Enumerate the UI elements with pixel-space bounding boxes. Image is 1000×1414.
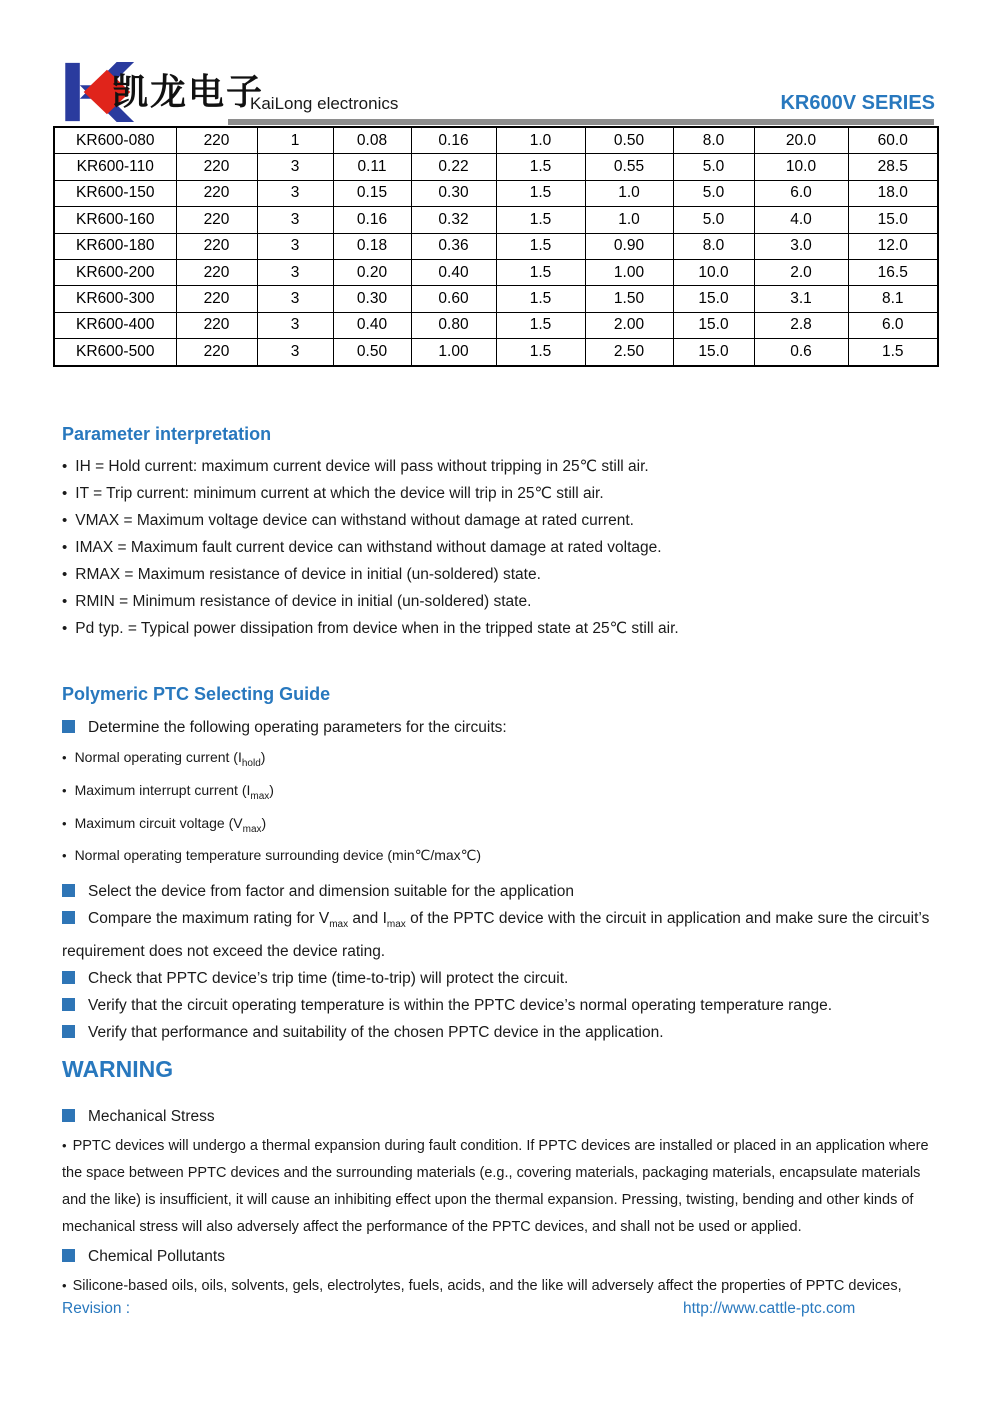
guide-select-text: Select the device from factor and dimension suitable for the application xyxy=(88,883,574,901)
guide-compare-text-2: and I xyxy=(348,910,387,928)
cell-value-7: 5.0 xyxy=(673,180,754,206)
cell-rmax: 12.0 xyxy=(848,233,938,259)
cell-value-6: 0.90 xyxy=(585,233,673,259)
cell-pd: 1.5 xyxy=(496,339,585,366)
guide-determine-text: Determine the following operating parameters for the circuits: xyxy=(88,719,507,736)
operating-param-item xyxy=(62,777,954,810)
warning-title: WARNING xyxy=(62,1056,174,1082)
cell-pd: 1.5 xyxy=(496,259,585,285)
cell-rmin: 0.6 xyxy=(754,339,848,366)
header-rule xyxy=(228,119,934,125)
cell-imax: 3 xyxy=(257,154,333,180)
cell-pd: 1.5 xyxy=(496,233,585,259)
cell-rmax: 16.5 xyxy=(848,259,938,285)
cell-value-7: 8.0 xyxy=(673,233,754,259)
parameter-item-text: VMAX = Maximum voltage device can withstand without damage at rated current. xyxy=(75,512,634,529)
cell-itrip: 0.16 xyxy=(411,127,496,154)
cell-rmin: 3.0 xyxy=(754,233,848,259)
square-bullet-icon xyxy=(62,971,75,984)
cell-value-7: 15.0 xyxy=(673,339,754,366)
parameter-interpretation-title: Parameter interpretation xyxy=(62,424,272,444)
cell-value-6: 0.55 xyxy=(585,154,673,180)
cell-vmax: 220 xyxy=(176,286,257,312)
cell-vmax: 220 xyxy=(176,339,257,366)
series-title: KR600V SERIES xyxy=(780,92,935,114)
parameter-bullet-item xyxy=(62,453,954,480)
cell-pd: 1.5 xyxy=(496,207,585,233)
cell-ihold: 0.11 xyxy=(333,154,411,180)
cell-rmin: 10.0 xyxy=(754,154,848,180)
guide-compare-sub-2: max xyxy=(386,919,406,931)
operating-params-list xyxy=(62,744,954,875)
parameter-bullet-item xyxy=(62,561,954,588)
cell-model: KR600-080 xyxy=(54,127,176,154)
parameter-bullet-item xyxy=(62,588,954,615)
cell-imax: 3 xyxy=(257,207,333,233)
operating-param-item xyxy=(62,842,954,875)
parameter-bullet-item xyxy=(62,507,954,534)
cell-value-6: 2.50 xyxy=(585,339,673,366)
square-bullet-icon xyxy=(62,884,75,897)
cell-model: KR600-300 xyxy=(54,286,176,312)
operating-param-post: ) xyxy=(269,781,274,798)
cell-imax: 3 xyxy=(257,312,333,338)
cell-value-6: 1.0 xyxy=(585,207,673,233)
cell-itrip: 0.22 xyxy=(411,154,496,180)
cell-itrip: 0.32 xyxy=(411,207,496,233)
guide-verify-perf-item xyxy=(62,1019,954,1046)
cell-rmin: 2.8 xyxy=(754,312,848,338)
cell-itrip: 0.36 xyxy=(411,233,496,259)
cell-value-7: 8.0 xyxy=(673,127,754,154)
operating-param-sub: max xyxy=(242,823,262,835)
cell-pd: 1.5 xyxy=(496,286,585,312)
square-bullet-icon xyxy=(62,720,75,733)
guide-compare-sub-1: max xyxy=(329,919,349,931)
cell-ihold: 0.30 xyxy=(333,286,411,312)
cell-vmax: 220 xyxy=(176,259,257,285)
parameter-bullet-item xyxy=(62,615,954,642)
cell-value-6: 1.0 xyxy=(585,180,673,206)
cell-value-6: 1.00 xyxy=(585,259,673,285)
cell-pd: 1.5 xyxy=(496,154,585,180)
guide-compare-item xyxy=(62,905,954,965)
cell-rmin: 4.0 xyxy=(754,207,848,233)
cell-rmax: 18.0 xyxy=(848,180,938,206)
cell-imax: 3 xyxy=(257,180,333,206)
cell-ihold: 0.16 xyxy=(333,207,411,233)
cell-rmin: 3.1 xyxy=(754,286,848,312)
cell-itrip: 0.30 xyxy=(411,180,496,206)
guide-select-item xyxy=(62,878,954,905)
parameter-bullet-item xyxy=(62,534,954,561)
cell-ihold: 0.18 xyxy=(333,233,411,259)
guide-determine-item xyxy=(62,714,954,741)
guide-verify-perf-text: Verify that performance and suitability of the chosen PPTC device in the application. xyxy=(88,1024,664,1042)
operating-param-sub: max xyxy=(250,790,270,802)
cell-imax: 3 xyxy=(257,259,333,285)
guide-compare-text-1: Compare the maximum rating for V xyxy=(88,910,330,928)
cell-rmin: 2.0 xyxy=(754,259,848,285)
table-row xyxy=(54,154,938,180)
table-row xyxy=(54,286,938,312)
operating-param-sub: hold xyxy=(241,757,261,769)
cell-pd: 1.5 xyxy=(496,180,585,206)
operating-param-pre: Normal operating temperature surrounding device (min℃/max℃) xyxy=(74,847,482,864)
mechanical-stress-item xyxy=(62,1103,946,1130)
guide-check-text: Check that PPTC device’s trip time (time-to-trip) will protect the circuit. xyxy=(88,970,569,988)
parameter-item-text: RMAX = Maximum resistance of device in initial (un-soldered) state. xyxy=(75,566,541,583)
cell-ihold: 0.50 xyxy=(333,339,411,366)
square-bullet-icon xyxy=(62,1025,75,1038)
cell-vmax: 220 xyxy=(176,207,257,233)
cell-rmax: 6.0 xyxy=(848,312,938,338)
cell-itrip: 0.80 xyxy=(411,312,496,338)
chemical-pollutants-text: Silicone-based oils, oils, solvents, gels, electrolytes, fuels, acids, and the like will adversely affect the properties of PPTC devices, xyxy=(72,1278,902,1294)
table-row xyxy=(54,180,938,206)
parameter-item-text: Pd typ. = Typical power dissipation from device when in the tripped state at 25℃ still air. xyxy=(75,620,679,637)
operating-param-item xyxy=(62,810,954,843)
cell-itrip: 0.60 xyxy=(411,286,496,312)
cell-rmax: 15.0 xyxy=(848,207,938,233)
cell-vmax: 220 xyxy=(176,233,257,259)
selecting-guide-section xyxy=(62,684,954,1046)
cell-value-6: 2.00 xyxy=(585,312,673,338)
operating-param-pre: Maximum circuit voltage (V xyxy=(74,814,243,831)
square-bullet-icon xyxy=(62,1109,75,1122)
table-row xyxy=(54,339,938,366)
cell-ihold: 0.08 xyxy=(333,127,411,154)
table-row xyxy=(54,312,938,338)
cell-imax: 3 xyxy=(257,339,333,366)
cell-value-7: 5.0 xyxy=(673,207,754,233)
parameter-item-text: IT = Trip current: minimum current at which the device will trip in 25℃ still air. xyxy=(75,485,604,502)
cell-value-6: 0.50 xyxy=(585,127,673,154)
mechanical-stress-text: PPTC devices will undergo a thermal expansion during fault condition. If PPTC devices are installed or placed in an application where the space between PPTC devices and the surrounding materials (e.g., covering materials, packaging materials, encapsulate materials and the like) is insufficient, it will cause an inhibiting effect upon the thermal expansion. Pressing, twisting, bending and other kinds of mechanical stress will also adversely affect the performance of the PPTC devices, and shall not be used or applied. xyxy=(62,1138,929,1235)
cell-model: KR600-400 xyxy=(54,312,176,338)
chemical-pollutants-label: Chemical Pollutants xyxy=(88,1248,225,1265)
spec-table xyxy=(53,126,939,367)
guide-compare-text-3: of the PPTC device with the circuit in application and make sure the circuit’s requirement does not exceed the device rating. xyxy=(62,910,930,961)
guide-verify-temp-item xyxy=(62,992,954,1019)
square-bullet-icon xyxy=(62,911,75,924)
table-row xyxy=(54,127,938,154)
square-bullet-icon xyxy=(62,998,75,1011)
cell-value-7: 5.0 xyxy=(673,154,754,180)
mechanical-stress-label: Mechanical Stress xyxy=(88,1108,215,1125)
operating-param-post: ) xyxy=(260,749,266,765)
cell-rmax: 60.0 xyxy=(848,127,938,154)
operating-param-pre: Normal operating current (I xyxy=(74,749,242,765)
cell-ihold: 0.40 xyxy=(333,312,411,338)
cell-model: KR600-160 xyxy=(54,207,176,233)
warning-section xyxy=(62,1056,946,1302)
page-footer xyxy=(0,1300,1000,1326)
chemical-pollutants-paragraph xyxy=(62,1272,946,1300)
cell-vmax: 220 xyxy=(176,154,257,180)
table-row xyxy=(54,233,938,259)
cell-pd: 1.5 xyxy=(496,312,585,338)
cell-model: KR600-180 xyxy=(54,233,176,259)
mechanical-stress-paragraph xyxy=(62,1132,946,1241)
cell-value-7: 10.0 xyxy=(673,259,754,285)
cell-rmin: 6.0 xyxy=(754,180,848,206)
cell-imax: 3 xyxy=(257,286,333,312)
cell-imax: 1 xyxy=(257,127,333,154)
cell-model: KR600-200 xyxy=(54,259,176,285)
guide-check-item xyxy=(62,965,954,992)
guide-verify-temp-text: Verify that the circuit operating temperature is within the PPTC device’s normal operating temperature range. xyxy=(88,997,833,1015)
cell-rmax: 1.5 xyxy=(848,339,938,366)
cell-vmax: 220 xyxy=(176,312,257,338)
cell-itrip: 0.40 xyxy=(411,259,496,285)
parameter-item-text: IMAX = Maximum fault current device can withstand without damage at rated voltage. xyxy=(75,539,662,556)
cell-ihold: 0.20 xyxy=(333,259,411,285)
cell-imax: 3 xyxy=(257,233,333,259)
selecting-guide-title: Polymeric PTC Selecting Guide xyxy=(62,684,331,704)
cell-rmax: 28.5 xyxy=(848,154,938,180)
operating-param-item xyxy=(62,744,954,777)
cell-model: KR600-500 xyxy=(54,339,176,366)
brand-name-chinese: 凯龙电子 xyxy=(112,72,265,112)
cell-rmax: 8.1 xyxy=(848,286,938,312)
cell-pd: 1.0 xyxy=(496,127,585,154)
table-row xyxy=(54,207,938,233)
cell-rmin: 20.0 xyxy=(754,127,848,154)
parameter-interpretation-section xyxy=(62,424,954,642)
cell-value-7: 15.0 xyxy=(673,286,754,312)
parameter-item-text: RMIN = Minimum resistance of device in initial (un-soldered) state. xyxy=(75,593,532,610)
spec-table-wrap xyxy=(53,126,937,367)
cell-model: KR600-110 xyxy=(54,154,176,180)
website-link[interactable]: http://www.cattle-ptc.com xyxy=(683,1300,856,1317)
cell-itrip: 1.00 xyxy=(411,339,496,366)
parameter-item-text: IH = Hold current: maximum current device will pass without tripping in 25℃ still air. xyxy=(75,458,649,475)
table-row xyxy=(54,259,938,285)
parameter-bullet-item xyxy=(62,480,954,507)
cell-value-7: 15.0 xyxy=(673,312,754,338)
cell-ihold: 0.15 xyxy=(333,180,411,206)
revision-label: Revision : xyxy=(62,1300,131,1317)
cell-model: KR600-150 xyxy=(54,180,176,206)
brand-name-english: KaiLong electronics xyxy=(250,94,399,113)
cell-vmax: 220 xyxy=(176,127,257,154)
square-bullet-icon xyxy=(62,1249,75,1262)
spec-table-body xyxy=(54,127,938,366)
cell-value-6: 1.50 xyxy=(585,286,673,312)
chemical-pollutants-item xyxy=(62,1243,946,1270)
operating-param-post: ) xyxy=(261,814,267,831)
cell-vmax: 220 xyxy=(176,180,257,206)
operating-param-pre: Maximum interrupt current (I xyxy=(74,781,251,798)
